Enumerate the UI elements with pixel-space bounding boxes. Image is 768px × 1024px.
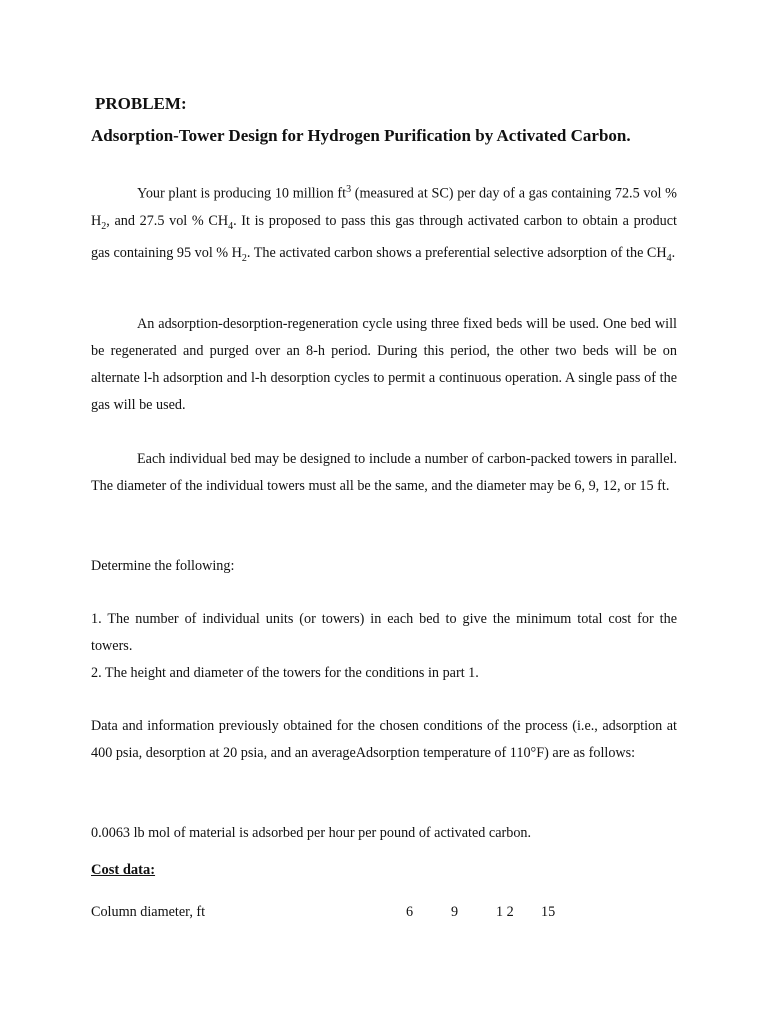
diameter-value: 1 2 [496,904,514,920]
problem-heading: PROBLEM: [95,94,187,113]
para1-text-3: , and 27.5 vol % CH [106,212,229,229]
para1-text-4: . It is proposed to pass this gas through activated carbon to obtain a product gas containing 95 vol % H [91,212,677,261]
paragraph-plant-production [91,176,677,271]
para1-sub-3: 2 [241,252,247,264]
diameter-value: 15 [541,904,556,920]
paragraph-data-info: Data and information previously obtained for the chosen conditions of the process (i.e., adsorption at 400 psia, desorption at 20 psia, and an averageAdsorption temperature of 110°F) are as follows: [91,718,677,761]
para1-sub-1: 2 [101,220,107,232]
cost-data-title: Cost data: [91,862,156,878]
item-1: 1. The number of individual units (or towers) in each bed to give the minimum total cost for the towers. [91,611,677,654]
para1-sup: 3 [346,184,352,195]
para1-sub-2: 4 [228,220,234,232]
paragraph-cycle: An adsorption-desorption-regeneration cycle using three fixed beds will be used. One bed will be regenerated and purged over an 8-h period. During this period, the other two beds will be on alternate l-h adsorption and l-h desorption cycles to permit a continuous operation. A single pass of the gas will be used. [91,316,677,413]
para1-sub-4: 4 [666,252,672,264]
determine-label: Determine the following: [91,558,235,574]
para1-text-2: (measured at SC) per day of a gas containing 72.5 vol % H [91,185,677,229]
para1-text-6: . [671,244,676,261]
problem-title: Adsorption-Tower Design for Hydrogen Purification by Activated Carbon. [91,126,631,145]
adsorption-rate: 0.0063 lb mol of material is adsorbed per hour per pound of activated carbon. [91,825,532,841]
diameter-value: 6 [406,904,414,920]
item-2: 2. The height and diameter of the towers for the conditions in part 1. [91,665,479,681]
para1-text-5: . The activated carbon shows a preferential selective adsorption of the CH [246,244,667,261]
column-diameter-label: Column diameter, ft [91,904,206,920]
diameter-value: 9 [451,904,459,920]
para1-text-1: Your plant is producing 10 million ft [137,185,347,202]
paragraph-beds: Each individual bed may be designed to include a number of carbon-packed towers in parallel. The diameter of the individual towers must all be the same, and the diameter may be 6, 9, 12, or 15 ft. [91,451,677,494]
